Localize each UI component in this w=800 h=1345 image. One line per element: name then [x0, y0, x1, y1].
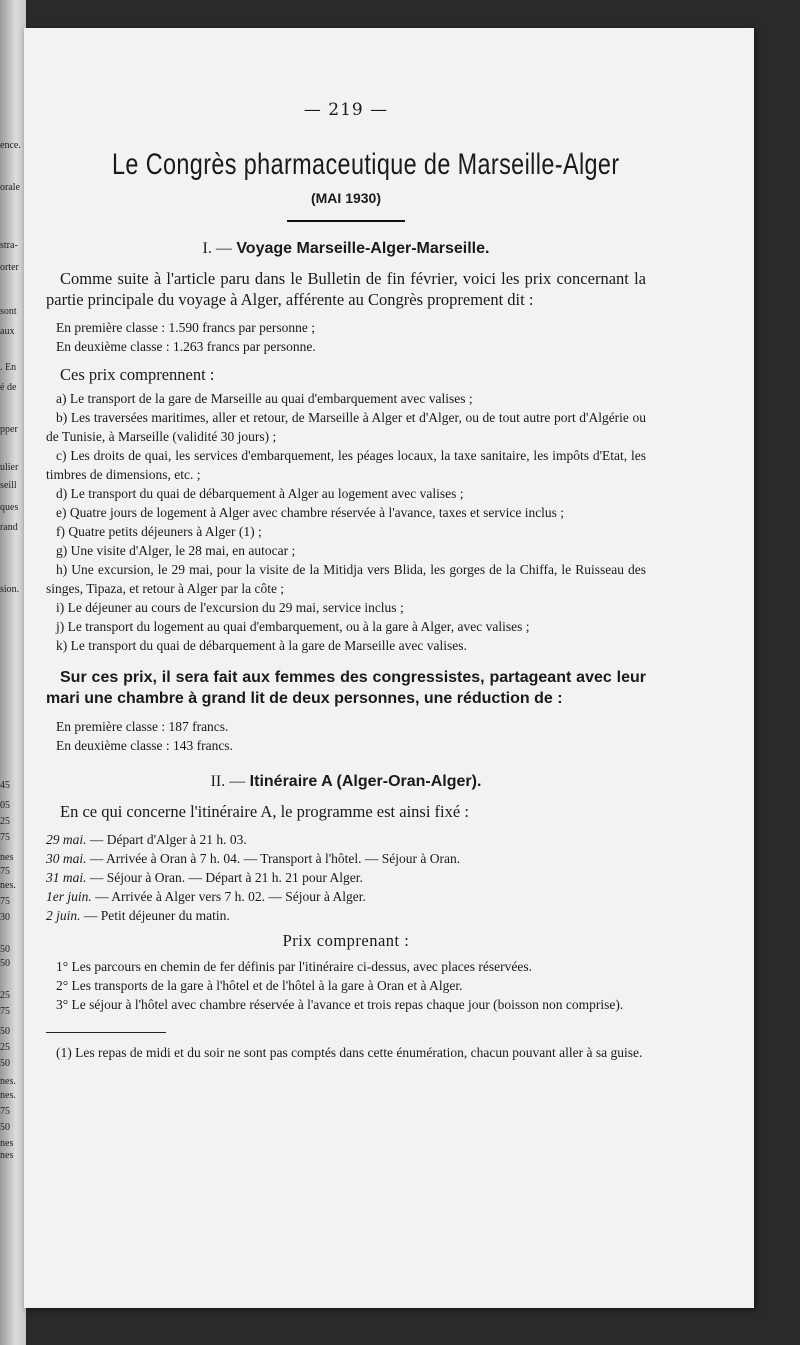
left-margin-fragment: pper: [0, 424, 18, 435]
schedule-date: 29 mai.: [46, 832, 87, 847]
schedule-text: — Séjour à Oran. — Départ à 21 h. 21 pour Alger.: [86, 870, 363, 885]
left-margin-fragment: ence.: [0, 140, 21, 151]
prix-item: 3° Le séjour à l'hôtel avec chambre réservée à l'avance et trois repas chaque jour (boisson non comprise).: [56, 997, 624, 1012]
left-margin-fragment: . En: [0, 362, 17, 373]
left-margin-fragment: é de: [0, 382, 17, 393]
section-2-number: II. —: [210, 773, 246, 790]
left-margin-fragment: nes.: [0, 1076, 16, 1087]
price-first-class: En première classe : 1.590 francs par personne ;: [56, 320, 316, 335]
left-margin-fragment: 75: [0, 832, 10, 843]
left-margin-fragment: orter: [0, 262, 19, 273]
schedule-date: 1er juin.: [46, 889, 92, 904]
left-margin-fragment: stra-: [0, 240, 18, 251]
includes-item: h) Une excursion, le 29 mai, pour la visite de la Mitidja vers Blida, les gorges de la Chiffa, le Ruisseau des singes, Tipaza, et retour à Alger par la côte ;: [46, 562, 646, 596]
schedule-row: [46, 830, 646, 849]
section-1-intro: Comme suite à l'article paru dans le Bulletin de fin février, voici les prix concernant la partie principale du voyage à Alger, afférente au Congrès proprement dit :: [46, 269, 646, 309]
section-1-title: Voyage Marseille-Alger-Marseille.: [236, 240, 490, 257]
document-page: [24, 28, 754, 1308]
includes-item: a) Le transport de la gare de Marseille au quai d'embarquement avec valises ;: [56, 391, 473, 406]
footnote: (1) Les repas de midi et du soir ne sont pas comptés dans cette énumération, chacun pouvant aller à sa guise.: [56, 1045, 643, 1060]
schedule-row: [46, 868, 646, 887]
page-content: [46, 100, 646, 1062]
schedule-row: [46, 887, 646, 906]
includes-item: e) Quatre jours de logement à Alger avec chambre réservée à l'avance, taxes et service inclus ;: [56, 505, 565, 520]
reduction-first-class: En première classe : 187 francs.: [56, 719, 229, 734]
section-1-heading: [46, 240, 646, 258]
left-margin-fragment: 30: [0, 912, 10, 923]
left-page-edge: [0, 0, 26, 1345]
article-title: Le Congrès pharmaceutique de Marseille-Alger: [112, 148, 620, 181]
reduction-paragraph: Sur ces prix, il sera fait aux femmes des congressistes, partageant avec leur mari une chambre à grand lit de deux personnes, une réduction de :: [46, 669, 646, 707]
left-margin-fragment: 50: [0, 1026, 10, 1037]
left-margin-fragment: 50: [0, 944, 10, 955]
left-margin-fragment: 05: [0, 800, 10, 811]
article-subtitle: (MAI 1930): [310, 190, 382, 206]
schedule-date: 31 mai.: [46, 870, 87, 885]
left-margin-fragment: nes: [0, 1150, 14, 1161]
prix-heading: Prix comprenant :: [282, 931, 410, 950]
schedule-text: — Départ d'Alger à 21 h. 03.: [86, 832, 247, 847]
left-margin-fragment: 50: [0, 1058, 10, 1069]
left-margin-fragment: ulier: [0, 462, 19, 473]
prix-item: 1° Les parcours en chemin de fer définis par l'itinéraire ci-dessus, avec places réservées.: [56, 959, 532, 974]
section-2-intro: En ce qui concerne l'itinéraire A, le programme est ainsi fixé :: [60, 802, 469, 821]
page-number: — 219 —: [303, 100, 389, 120]
left-margin-fragment: aux: [0, 326, 15, 337]
left-margin-fragment: 50: [0, 1122, 10, 1133]
left-margin-fragment: 45: [0, 780, 10, 791]
includes-item: k) Le transport du quai de débarquement à la gare de Marseille avec valises.: [56, 638, 467, 653]
section-2-heading: [46, 773, 646, 791]
section-2-title: Itinéraire A (Alger-Oran-Alger).: [249, 773, 482, 790]
left-margin-fragment: nes: [0, 852, 14, 863]
left-margin-fragment: seill: [0, 480, 17, 491]
includes-item: j) Le transport du logement au quai d'embarquement, ou à la gare à Alger, avec valises ;: [56, 619, 530, 634]
section-1-number: I. —: [202, 240, 232, 257]
includes-item: i) Le déjeuner au cours de l'excursion du 29 mai, service inclus ;: [56, 600, 404, 615]
left-margin-fragment: 75: [0, 866, 10, 877]
includes-item: b) Les traversées maritimes, aller et retour, de Marseille à Alger et d'Alger, ou de tout autre port d'Algérie ou de Tunisie, à Marseille (validité 30 jours) ;: [46, 410, 646, 444]
includes-item: d) Le transport du quai de débarquement à Alger au logement avec valises ;: [56, 486, 464, 501]
schedule-list: [46, 830, 646, 925]
left-margin-fragment: 25: [0, 990, 10, 1001]
left-margin-fragment: nes: [0, 1138, 14, 1149]
left-margin-fragment: 75: [0, 1006, 10, 1017]
schedule-row: [46, 849, 646, 868]
prix-item: 2° Les transports de la gare à l'hôtel et de l'hôtel à la gare à Oran et à Alger.: [56, 978, 463, 993]
left-margin-fragment: orale: [0, 182, 20, 193]
left-margin-fragment: sont: [0, 306, 17, 317]
schedule-text: — Arrivée à Alger vers 7 h. 02. — Séjour à Alger.: [91, 889, 366, 904]
includes-item: g) Une visite d'Alger, le 28 mai, en autocar ;: [56, 543, 296, 558]
schedule-row: [46, 906, 646, 925]
left-margin-fragment: 25: [0, 1042, 10, 1053]
left-margin-fragment: 75: [0, 896, 10, 907]
includes-item: f) Quatre petits déjeuners à Alger (1) ;: [56, 524, 262, 539]
left-margin-fragment: nes.: [0, 880, 16, 891]
left-margin-fragment: rand: [0, 522, 18, 533]
schedule-date: 2 juin.: [46, 908, 81, 923]
left-margin-fragment: nes.: [0, 1090, 16, 1101]
includes-item: c) Les droits de quai, les services d'embarquement, les péages locaux, la taxe sanitaire, les impôts d'Etat, les timbres de dimensions, etc. ;: [46, 448, 646, 482]
left-margin-fragment: ques: [0, 502, 19, 513]
schedule-text: — Petit déjeuner du matin.: [80, 908, 230, 923]
schedule-date: 30 mai.: [46, 851, 87, 866]
price-second-class: En deuxième classe : 1.263 francs par personne.: [56, 339, 316, 354]
schedule-text: — Arrivée à Oran à 7 h. 04. — Transport à l'hôtel. — Séjour à Oran.: [86, 851, 461, 866]
footnote-rule: [46, 1032, 166, 1033]
includes-list: [46, 389, 646, 655]
title-rule: [287, 220, 405, 222]
reduction-second-class: En deuxième classe : 143 francs.: [56, 738, 233, 753]
left-margin-fragment: 25: [0, 816, 10, 827]
prix-list: [46, 957, 646, 1014]
left-margin-fragment: 75: [0, 1106, 10, 1117]
left-margin-fragment: 50: [0, 958, 10, 969]
includes-label: Ces prix comprennent :: [60, 365, 215, 384]
left-margin-fragment: sion.: [0, 584, 20, 595]
